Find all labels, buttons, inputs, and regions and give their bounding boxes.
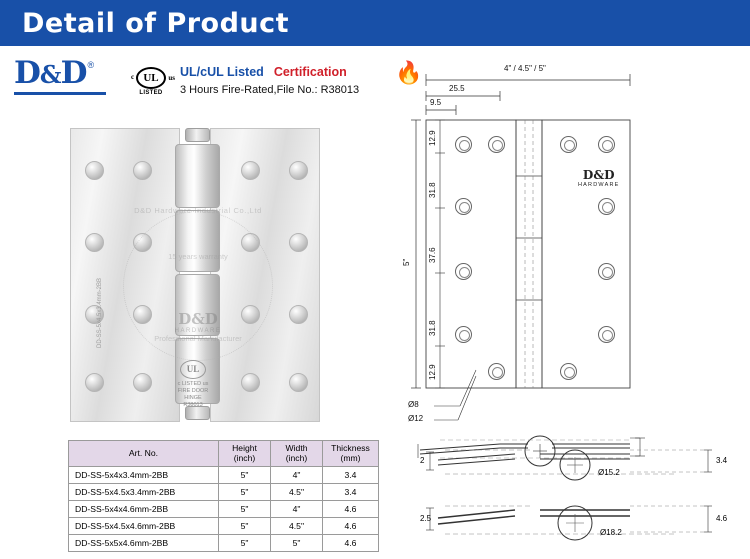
drawing-screw-hole [488, 363, 505, 380]
drawing-brand-sub: HARDWARE [578, 182, 620, 188]
ul-heading-main: UL/cUL Listed [180, 65, 264, 79]
cell-art-no: DD-SS-5x4.5x3.4mm-2BB [69, 484, 219, 501]
col-header-thickness-l2: (mm) [340, 452, 361, 463]
screw-hole [289, 233, 308, 252]
photo-dd-stamp-sub: HARDWARE [174, 328, 222, 334]
dim-top-width: 4" / 4.5" / 5" [504, 64, 546, 73]
cell-width: 4.5" [271, 484, 323, 501]
dim-height-5in: 5" [402, 258, 411, 266]
dim-9-5: 9.5 [430, 98, 442, 107]
ul-us-suffix: us [168, 73, 175, 82]
cell-art-no: DD-SS-5x4x3.4mm-2BB [69, 467, 219, 484]
registered-mark: ® [87, 60, 95, 70]
screw-hole [85, 161, 104, 180]
hinge-knuckle [175, 210, 220, 272]
drawing-brand-label [578, 168, 619, 188]
watermark-company: D&D Hardware Industrial Co.,Ltd [134, 206, 262, 215]
hinge-leaf-right [210, 128, 320, 422]
col-header-thickness-l1: Thickness [331, 443, 370, 454]
photo-ul-stamp-line3: HINGE [184, 395, 202, 402]
drawing-screw-hole [455, 326, 472, 343]
ul-c-prefix: c [131, 72, 135, 81]
ul-certification-block [130, 64, 359, 98]
drawing-screw-hole [455, 198, 472, 215]
drawing-lines [400, 58, 746, 458]
table-row [69, 535, 379, 552]
section-top-pin-dia: Ø15.2 [598, 468, 620, 477]
watermark-warranty: 15 years warranty [168, 252, 228, 261]
section-view-lines [420, 440, 750, 550]
specification-table [68, 440, 379, 552]
cell-width: 5" [271, 535, 323, 552]
section-bottom-left-dim: 2.5 [420, 514, 432, 523]
page-title: Detail of Product [22, 7, 290, 39]
col-header-thickness [323, 441, 379, 467]
cell-art-no: DD-SS-5x5x4.6mm-2BB [69, 535, 219, 552]
cell-thickness: 3.4 [323, 467, 379, 484]
col-header-art-no [69, 441, 219, 467]
col-header-height-l2: (inch) [233, 452, 256, 463]
table-row [69, 484, 379, 501]
ul-heading-sub: Certification [273, 65, 347, 79]
drawing-screw-hole [598, 198, 615, 215]
ul-letters: UL [143, 71, 159, 84]
table-row [69, 501, 379, 518]
dim-31-8-bottom: 31.8 [428, 320, 437, 336]
col-header-width [271, 441, 323, 467]
dim-12-9-bottom: 12.9 [428, 364, 437, 380]
hinge-leaf-left [70, 128, 180, 422]
drawing-brand-name: D&D [582, 168, 615, 182]
drawing-screw-hole [455, 263, 472, 280]
screw-hole [241, 373, 260, 392]
screw-hole [241, 233, 260, 252]
table-row [69, 518, 379, 535]
dim-25-5: 25.5 [449, 84, 465, 93]
section-top-left-dim: 2 [420, 456, 425, 465]
drawing-screw-hole [598, 136, 615, 153]
photo-ul-stamp [166, 360, 220, 410]
technical-drawing [400, 58, 746, 458]
section-top-right-dim: 3.4 [716, 456, 728, 465]
screw-hole [133, 305, 152, 324]
cell-height: 5" [219, 535, 271, 552]
section-bottom-pin-dia: Ø18.2 [600, 528, 622, 537]
dim-31-8-top: 31.8 [428, 182, 437, 198]
drawing-screw-hole [560, 363, 577, 380]
cell-thickness: 4.6 [323, 501, 379, 518]
dim-37-6: 37.6 [428, 247, 437, 263]
brand-name-right: D [60, 55, 87, 91]
photo-ul-stamp-line1: c LISTED us [177, 381, 209, 387]
cell-art-no: DD-SS-5x4x4.6mm-2BB [69, 501, 219, 518]
screw-hole [289, 373, 308, 392]
cell-width: 4.5" [271, 518, 323, 535]
screw-hole [241, 161, 260, 180]
col-header-height [219, 441, 271, 467]
ul-mark-icon [130, 64, 175, 98]
photo-side-text: DD-SS-5x4.5x3.4mm-2BB [97, 277, 103, 348]
cell-thickness: 3.4 [323, 484, 379, 501]
col-header-height-l1: Height [232, 443, 257, 454]
dim-hole-d8: Ø8 [408, 400, 419, 409]
screw-hole [133, 373, 152, 392]
screw-hole [133, 233, 152, 252]
watermark-manufacturer: Professional Manufacturer [154, 334, 242, 343]
drawing-screw-hole [488, 136, 505, 153]
brand-name-left: D [14, 55, 40, 91]
header-divider [0, 46, 750, 49]
drawing-screw-hole [455, 136, 472, 153]
table-row [69, 467, 379, 484]
drawing-screw-hole [560, 136, 577, 153]
photo-ul-stamp-line4: R38013 [183, 402, 203, 409]
cell-thickness: 4.6 [323, 518, 379, 535]
cell-thickness: 4.6 [323, 535, 379, 552]
product-photo [70, 128, 320, 422]
dim-hole-d12: Ø12 [408, 414, 424, 423]
ul-text-lines [180, 64, 359, 96]
cell-art-no: DD-SS-5x4.5x4.6mm-2BB [69, 518, 219, 535]
hinge-pin-cap-top [185, 128, 210, 142]
col-header-width-l2: (inch) [285, 452, 308, 463]
cell-height: 5" [219, 467, 271, 484]
screw-hole [289, 161, 308, 180]
brand-name [14, 55, 87, 91]
photo-dd-stamp-name: D&D [178, 310, 218, 328]
drawing-screw-hole [598, 326, 615, 343]
ul-listed-text: LISTED [139, 89, 163, 96]
table-body [69, 467, 379, 552]
screw-hole [241, 305, 260, 324]
table-header-row [69, 441, 379, 467]
hinge-knuckle [175, 274, 220, 336]
brand-logo [14, 55, 95, 91]
cell-height: 5" [219, 518, 271, 535]
table-header [69, 441, 379, 467]
photo-ul-stamp-icon: UL [180, 360, 206, 379]
hinge-knuckle [175, 144, 220, 208]
cell-width: 4" [271, 467, 323, 484]
brand-underline [14, 92, 106, 95]
screw-hole [133, 161, 152, 180]
col-header-width-l1: Width [285, 443, 308, 454]
screw-hole [289, 305, 308, 324]
brand-ampersand: & [39, 60, 61, 89]
dim-12-9-top: 12.9 [428, 130, 437, 146]
photo-ul-stamp-line2: FIRE DOOR [177, 388, 209, 395]
flame-icon: 🔥 [395, 60, 423, 85]
cell-height: 5" [219, 484, 271, 501]
page-header [0, 0, 750, 46]
section-views [420, 440, 750, 550]
col-header-art-no-l1: Art. No. [128, 447, 159, 458]
ul-heading [180, 65, 359, 79]
cell-height: 5" [219, 501, 271, 518]
ul-circle-icon [131, 67, 175, 89]
screw-hole [85, 233, 104, 252]
ul-fire-rating-text: 3 Hours Fire-Rated,File No.: R38013 [180, 84, 360, 96]
section-bottom-right-dim: 4.6 [716, 514, 728, 523]
cell-width: 4" [271, 501, 323, 518]
screw-hole [85, 373, 104, 392]
drawing-screw-hole [598, 263, 615, 280]
